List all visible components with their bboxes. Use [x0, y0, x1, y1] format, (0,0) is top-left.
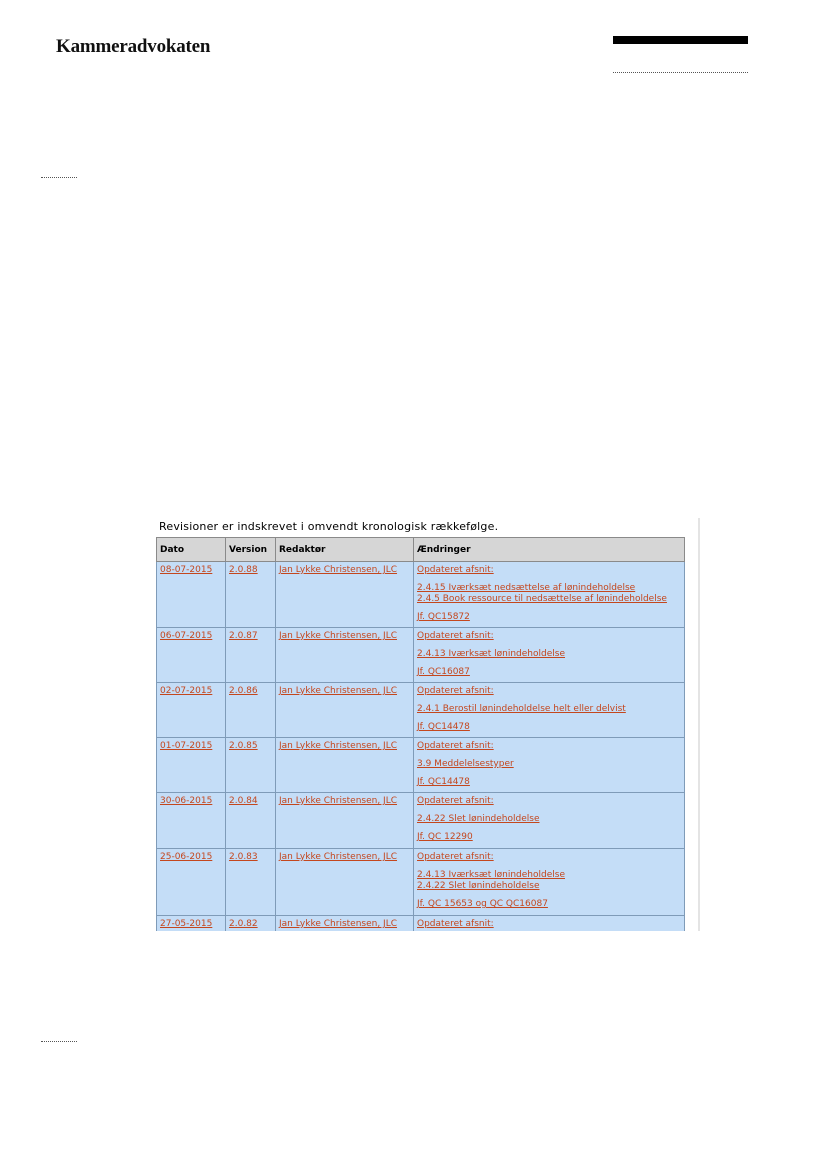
table-cell [276, 916, 414, 932]
screenshot-edge [698, 518, 700, 931]
table-cell [276, 562, 414, 628]
table-cell [226, 628, 276, 683]
table-cell [157, 793, 226, 849]
table-cell [226, 793, 276, 849]
date-link[interactable]: 30-06-2015 [160, 796, 213, 806]
column-header-editor: Redaktør [276, 538, 414, 562]
table-cell [157, 916, 226, 932]
version-link[interactable]: 2.0.88 [229, 565, 258, 575]
editor-link[interactable]: Jan Lykke Christensen, JLC [279, 741, 398, 751]
editor-link[interactable]: Jan Lykke Christensen, JLC [279, 686, 398, 696]
table-row [157, 916, 685, 932]
revision-table-body [157, 562, 685, 932]
qc-reference-link[interactable]: Jf. QC14478 [417, 722, 470, 732]
table-cell [157, 562, 226, 628]
table-cell [276, 628, 414, 683]
updated-section-link[interactable]: Opdateret afsnit: [417, 686, 494, 696]
section-link[interactable]: 2.4.13 Iværksæt lønindeholdelse [417, 870, 565, 880]
table-cell [157, 628, 226, 683]
version-link[interactable]: 2.0.87 [229, 631, 258, 641]
updated-section-link[interactable]: Opdateret afsnit: [417, 796, 494, 806]
table-cell [157, 738, 226, 793]
editor-link[interactable]: Jan Lykke Christensen, JLC [279, 631, 398, 641]
table-row [157, 793, 685, 849]
revision-table [156, 537, 685, 931]
editor-link[interactable]: Jan Lykke Christensen, JLC [279, 565, 398, 575]
embedded-screenshot [156, 518, 700, 931]
editor-link[interactable]: Jan Lykke Christensen, JLC [279, 796, 398, 806]
date-link[interactable]: 27-05-2015 [160, 919, 213, 929]
header-dotted-rule [613, 72, 748, 73]
table-row [157, 738, 685, 793]
table-cell [226, 849, 276, 916]
table-row [157, 628, 685, 683]
date-link[interactable]: 25-06-2015 [160, 852, 213, 862]
table-row [157, 683, 685, 738]
changes-cell [414, 562, 685, 628]
table-cell [157, 849, 226, 916]
table-row [157, 849, 685, 916]
changes-cell [414, 793, 685, 849]
qc-reference-link[interactable]: Jf. QC 12290 [417, 832, 473, 842]
column-header-version: Version [226, 538, 276, 562]
section-link[interactable]: 2.4.1 Berostil lønindeholdelse helt eller delvist [417, 704, 626, 714]
section-link[interactable]: 2.4.5 Book ressource til nedsættelse af lønindeholdelse [417, 594, 667, 604]
editor-link[interactable]: Jan Lykke Christensen, JLC [279, 852, 398, 862]
qc-reference-link[interactable]: Jf. QC15872 [417, 612, 470, 622]
table-cell [276, 738, 414, 793]
changes-cell [414, 628, 685, 683]
margin-mark-top [41, 177, 77, 178]
table-cell [226, 562, 276, 628]
header-rule-bar [613, 36, 748, 44]
updated-section-link[interactable]: Opdateret afsnit: [417, 565, 494, 575]
version-link[interactable]: 2.0.85 [229, 741, 258, 751]
changes-cell [414, 683, 685, 738]
section-link[interactable]: 3.9 Meddelelsestyper [417, 759, 514, 769]
table-cell [226, 916, 276, 932]
section-link[interactable]: 2.4.13 Iværksæt lønindeholdelse [417, 649, 565, 659]
margin-mark-bottom [41, 1041, 77, 1042]
qc-reference-link[interactable]: Jf. QC16087 [417, 667, 470, 677]
date-link[interactable]: 01-07-2015 [160, 741, 213, 751]
section-link[interactable]: 2.4.22 Slet lønindeholdelse [417, 881, 540, 891]
table-cell [157, 683, 226, 738]
updated-section-link[interactable]: Opdateret afsnit: [417, 919, 494, 929]
editor-link[interactable]: Jan Lykke Christensen, JLC [279, 919, 398, 929]
qc-reference-link[interactable]: Jf. QC14478 [417, 777, 470, 787]
table-row [157, 562, 685, 628]
table-cell [226, 738, 276, 793]
updated-section-link[interactable]: Opdateret afsnit: [417, 631, 494, 641]
version-link[interactable]: 2.0.82 [229, 919, 258, 929]
section-link[interactable]: 2.4.15 Iværksæt nedsættelse af lønindeholdelse [417, 583, 636, 593]
table-cell [276, 683, 414, 738]
version-link[interactable]: 2.0.83 [229, 852, 258, 862]
qc-reference-link[interactable]: Jf. QC 15653 og QC QC16087 [417, 899, 548, 909]
date-link[interactable]: 02-07-2015 [160, 686, 213, 696]
table-cell [276, 793, 414, 849]
revision-intro: Revisioner er indskrevet i omvendt kronologisk rækkefølge. [159, 520, 499, 533]
section-link[interactable]: 2.4.22 Slet lønindeholdelse [417, 814, 540, 824]
logo-text: Kammeradvokaten [56, 36, 211, 57]
table-cell [276, 849, 414, 916]
column-header-changes: Ændringer [414, 538, 685, 562]
changes-cell [414, 738, 685, 793]
changes-cell [414, 916, 685, 932]
version-link[interactable]: 2.0.84 [229, 796, 258, 806]
changes-cell [414, 849, 685, 916]
date-link[interactable]: 08-07-2015 [160, 565, 213, 575]
revision-table-header [157, 538, 685, 562]
date-link[interactable]: 06-07-2015 [160, 631, 213, 641]
updated-section-link[interactable]: Opdateret afsnit: [417, 741, 494, 751]
updated-section-link[interactable]: Opdateret afsnit: [417, 852, 494, 862]
version-link[interactable]: 2.0.86 [229, 686, 258, 696]
table-cell [226, 683, 276, 738]
column-header-date: Dato [157, 538, 226, 562]
